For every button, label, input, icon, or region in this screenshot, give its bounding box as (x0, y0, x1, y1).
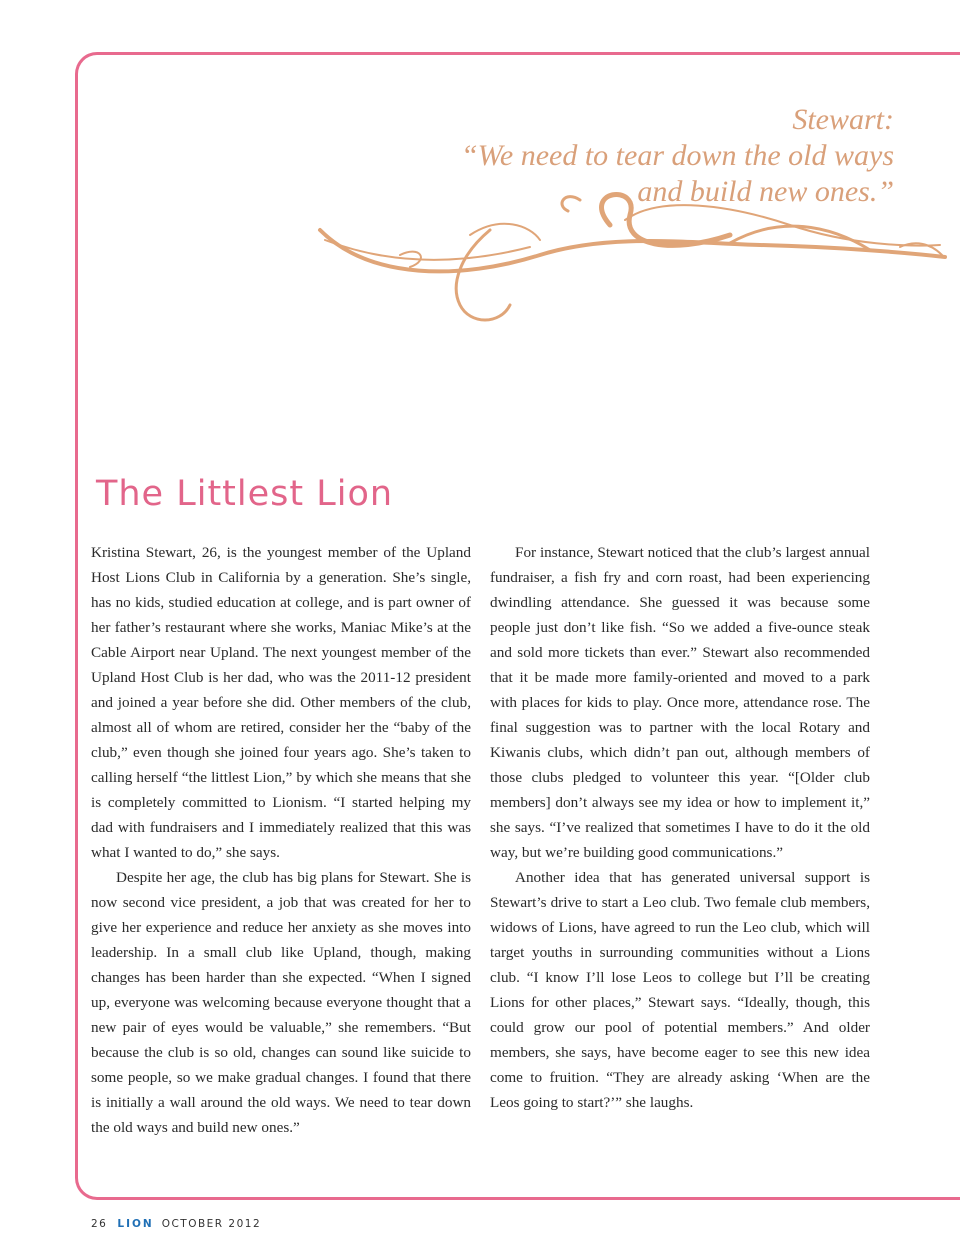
pull-quote-line: and build new ones.” (637, 175, 894, 208)
page-number: 26 (91, 1218, 108, 1230)
magazine-name: LION (117, 1218, 154, 1230)
article-paragraph: Kristina Stewart, 26, is the youngest member of the Upland Host Lions Club in California by a generation. She’s single, has no kids, studied education at college, and is part owner of her father’s restaurant where she works, Maniac Mike’s at the Cable Airport near Upland. The next youngest member of the Upland Host Club is her dad, who was the 2011-12 president and joined a year before she did. Other members of the club, almost all of whom are retired, consider her the “baby of the club,” even though she joined four years ago. She’s taken to calling herself “the littlest Lion,” by which she means that she is completely committed to Lionism. “I started helping my dad with fundraisers and I immediately realized that this was what I wanted to do,” she says. (91, 544, 471, 861)
article-paragraph: Despite her age, the club has big plans for Stewart. She is now second vice president, a job that was created for her to give her experience and reduce her anxiety as she moves into leadership. In a small club like Upland, though, making changes has been harder than she expected. “When I signed up, everyone was welcoming because everyone thought that a new pair of eyes would be valuable,” she remembers. “But because the club is so old, changes can sound like suicide to some people, so we make gradual changes. I found that there is initially a wall around the old ways. We need to tear down the old ways and build new ones.” (91, 869, 471, 1136)
issue-date: OCTOBER 2012 (161, 1218, 262, 1230)
pull-quote-attribution: Stewart: (792, 103, 894, 136)
pull-quote-line: “We need to tear down the old ways (460, 139, 894, 172)
article-column-left (91, 540, 471, 1140)
article-headline: The Littlest Lion (96, 474, 394, 514)
article-column-right (490, 540, 870, 1115)
page-footer (91, 1218, 261, 1230)
article-paragraph: Another idea that has generated universal support is Stewart’s drive to start a Leo club. Two female club members, widows of Lions, have agreed to run the Leo club, which will target youths in surrounding communities without a Lions club. “I know I’ll lose Leos to college but I’ll be creating Lions for other places,” Stewart says. “Ideally, though, this could grow our pool of potential members.” And older members, she says, have become eager to see this new idea come to fruition. “They are already asking ‘When are the Leos going to start?’” she laughs. (490, 869, 870, 1111)
flourish-ornament-icon (310, 185, 950, 335)
article-paragraph: For instance, Stewart noticed that the club’s largest annual fundraiser, a fish fry and corn roast, had been experiencing dwindling attendance. She guessed it was because some people just don’t like fish. “So we added a five-ounce steak and sold more tickets than ever.” Stewart also recommended that it be made more family-oriented and moved to a park with places for kids to play. Once more, attendance rose. The final suggestion was to partner with the local Rotary and Kiwanis clubs, which didn’t pan out, although members of those clubs pledged to volunteer this year. “[Older club members] don’t always see my idea or how to implement it,” she says. “I’ve realized that sometimes I have to do it the old way, but we’re building good communications.” (490, 544, 870, 861)
